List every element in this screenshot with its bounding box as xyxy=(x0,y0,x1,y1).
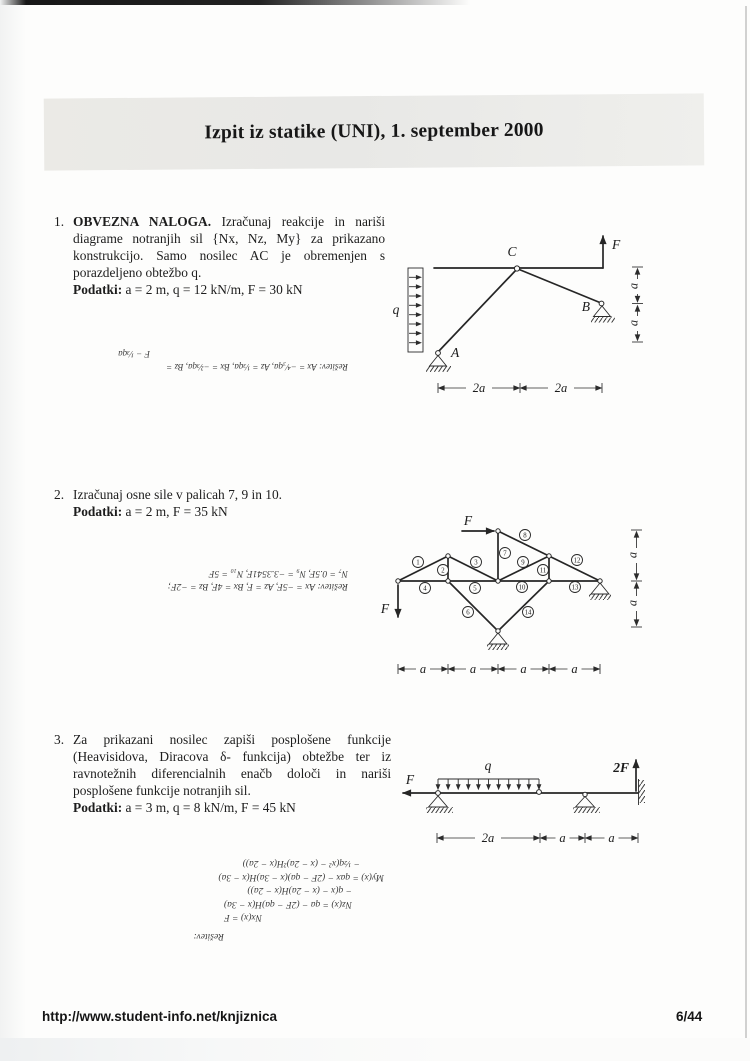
solution-line: My(x) = qax − (2F − qa)(x − 3a)H(x − 3a) xyxy=(218,872,384,882)
problem-2 xyxy=(54,486,385,520)
podatki-label: Podatki: xyxy=(73,282,123,297)
member-number: 13 xyxy=(571,584,579,592)
load-label-q: q xyxy=(484,758,492,773)
node-C xyxy=(514,266,519,271)
force-label-2F: 2F xyxy=(613,760,629,775)
force-F-left-arrow xyxy=(380,585,398,617)
solution-label: Rešitev: xyxy=(193,931,224,941)
problem-1-text xyxy=(73,213,385,298)
node-label-C: C xyxy=(507,244,517,259)
problem-2-statement: Izračunaj osne sile v palicah 7, 9 in 10. xyxy=(73,487,283,502)
scan-artifact-left-edge xyxy=(0,0,26,1061)
dim-label-a: a xyxy=(608,831,615,845)
frame-diagram xyxy=(388,222,708,407)
dim-label-a: a xyxy=(626,282,641,290)
page-title: Izpit iz statike (UNI), 1. september 2000 xyxy=(204,119,544,144)
scan-artifact-right-edge xyxy=(745,6,747,1054)
dim-label-2a: 2a xyxy=(472,381,486,395)
problem-2-number: 2. xyxy=(54,487,65,502)
load-end-node xyxy=(537,790,542,795)
member-number: 11 xyxy=(539,567,547,575)
solution-line: N₇ = 0.5F, N₉ = −3.3541F, N₁₀ = 5F xyxy=(208,568,348,578)
dimension-right xyxy=(626,530,644,627)
pin-support-right xyxy=(589,583,611,600)
dim-label-a: a xyxy=(626,319,641,327)
footer-url: http://www.student-info.net/knjiznica xyxy=(42,1009,277,1024)
dimension-bottom xyxy=(438,381,602,395)
solution-line: Rešitev: Ax = −⁴⁄₃qa, Az = ⅓qa, Bx = −⅔qa, Bz = xyxy=(166,362,348,372)
podatki-values: a = 2 m, F = 35 kN xyxy=(125,504,228,519)
dim-label-a: a xyxy=(625,599,640,607)
truss-diagram xyxy=(373,503,693,688)
solution-line: − ½q(x² − (x − 2a)²H(x − 2a)) xyxy=(242,858,360,869)
pin-support-bottom xyxy=(487,633,509,650)
problem-2-text xyxy=(73,486,385,520)
problem-1-statement xyxy=(73,213,385,281)
pin-support-left xyxy=(426,791,453,813)
member-number: 8 xyxy=(523,532,527,540)
dim-label-a: a xyxy=(571,662,578,676)
roller-support xyxy=(573,792,600,813)
force-F-arrow xyxy=(603,236,621,268)
problem-3-statement: Za prikazani nosilec zapiši posplošene funkcije (Heavisidova, Diracova δ- funkcija) obtežbe ter iz ravnotežnih diferencialnih enačb določi in nariši posplošene funkcije notranjih sil. xyxy=(73,732,392,798)
force-F-top-arrow xyxy=(462,513,494,531)
problem-1-body: Izračunaj reakcije in nariši diagrame notranjih sil {Nx, Nz, My} za prikazano konstrukcijo. Samo nosilec AC je obremenjen s porazdeljeno obtežbo q. xyxy=(73,214,386,280)
node-label-B: B xyxy=(581,299,590,314)
wall-hatch xyxy=(639,779,646,805)
dimension-bottom xyxy=(398,662,600,676)
member-number: 4 xyxy=(423,585,427,593)
dimension-bottom xyxy=(437,831,638,845)
podatki-label: Podatki: xyxy=(73,504,123,519)
force-2F-arrow xyxy=(612,760,636,791)
problem-1-solution-upside-down xyxy=(60,347,348,373)
podatki-label: Podatki: xyxy=(73,800,123,815)
solution-line: Nz(x) = qa − (2F − qa)H(x − 3a) xyxy=(223,899,352,909)
member-number: 1 xyxy=(416,559,420,567)
problem-3-podatki xyxy=(73,799,391,816)
scan-artifact-bottom-smudge xyxy=(0,1038,750,1061)
member-number: 2 xyxy=(441,567,445,575)
problem-3-text xyxy=(73,731,391,816)
distributed-load-q xyxy=(393,268,423,352)
dimension-right xyxy=(627,267,645,342)
podatki-values: a = 2 m, q = 12 kN/m, F = 30 kN xyxy=(125,282,303,297)
dim-label-2a: 2a xyxy=(481,831,495,845)
distributed-load-q xyxy=(438,758,539,789)
pin-support-A xyxy=(426,345,460,372)
member-number: 12 xyxy=(573,557,581,565)
scan-artifact-top-bar xyxy=(0,0,470,5)
footer-page-number: 6/44 xyxy=(676,1009,703,1024)
member-number: 7 xyxy=(503,550,507,558)
dim-label-a: a xyxy=(520,662,527,676)
dim-label-2a: 2a xyxy=(554,381,568,395)
member-number: 6 xyxy=(466,609,470,617)
node-label-A: A xyxy=(451,345,460,360)
force-label-F: F xyxy=(463,513,473,528)
dim-label-a: a xyxy=(419,662,427,676)
problem-1-number: 1. xyxy=(54,214,65,229)
solution-line: Rešitev: Ax = −5F, Az = F, Bx = 4F, Bz = −2F; xyxy=(167,581,348,591)
member-AC xyxy=(438,269,517,352)
member-number: 10 xyxy=(518,584,526,592)
problem-3 xyxy=(54,731,391,816)
solution-line: F − ⅓qa xyxy=(118,349,150,359)
member-CB xyxy=(518,269,601,303)
dim-label-a: a xyxy=(559,831,566,845)
member-number: 3 xyxy=(474,559,478,567)
force-label-F: F xyxy=(380,601,390,616)
force-label-F: F xyxy=(612,237,621,252)
problem-2-podatki xyxy=(73,503,385,520)
force-label-F: F xyxy=(405,772,415,787)
dim-label-a: a xyxy=(625,551,640,559)
problem-3-solution-upside-down xyxy=(122,856,384,942)
solution-line: − q(x − (x − 2a)H(x − 2a)) xyxy=(247,885,352,896)
member-number: 9 xyxy=(521,559,525,567)
beam-diagram xyxy=(393,748,703,848)
member-number: 14 xyxy=(524,609,532,617)
problem-1-lead: OBVEZNA NALOGA. xyxy=(73,214,212,229)
problem-1-podatki xyxy=(73,281,385,298)
problem-2-solution-upside-down xyxy=(63,566,348,592)
problem-3-number: 3. xyxy=(54,732,65,747)
problem-1 xyxy=(54,213,385,298)
force-F-arrow xyxy=(403,772,437,793)
header-band xyxy=(44,93,705,170)
podatki-values: a = 3 m, q = 8 kN/m, F = 45 kN xyxy=(125,800,296,815)
dim-label-a: a xyxy=(469,662,477,676)
member-number: 5 xyxy=(473,585,477,593)
load-label-q: q xyxy=(392,302,400,317)
solution-line: Nx(x) = F xyxy=(223,912,262,923)
